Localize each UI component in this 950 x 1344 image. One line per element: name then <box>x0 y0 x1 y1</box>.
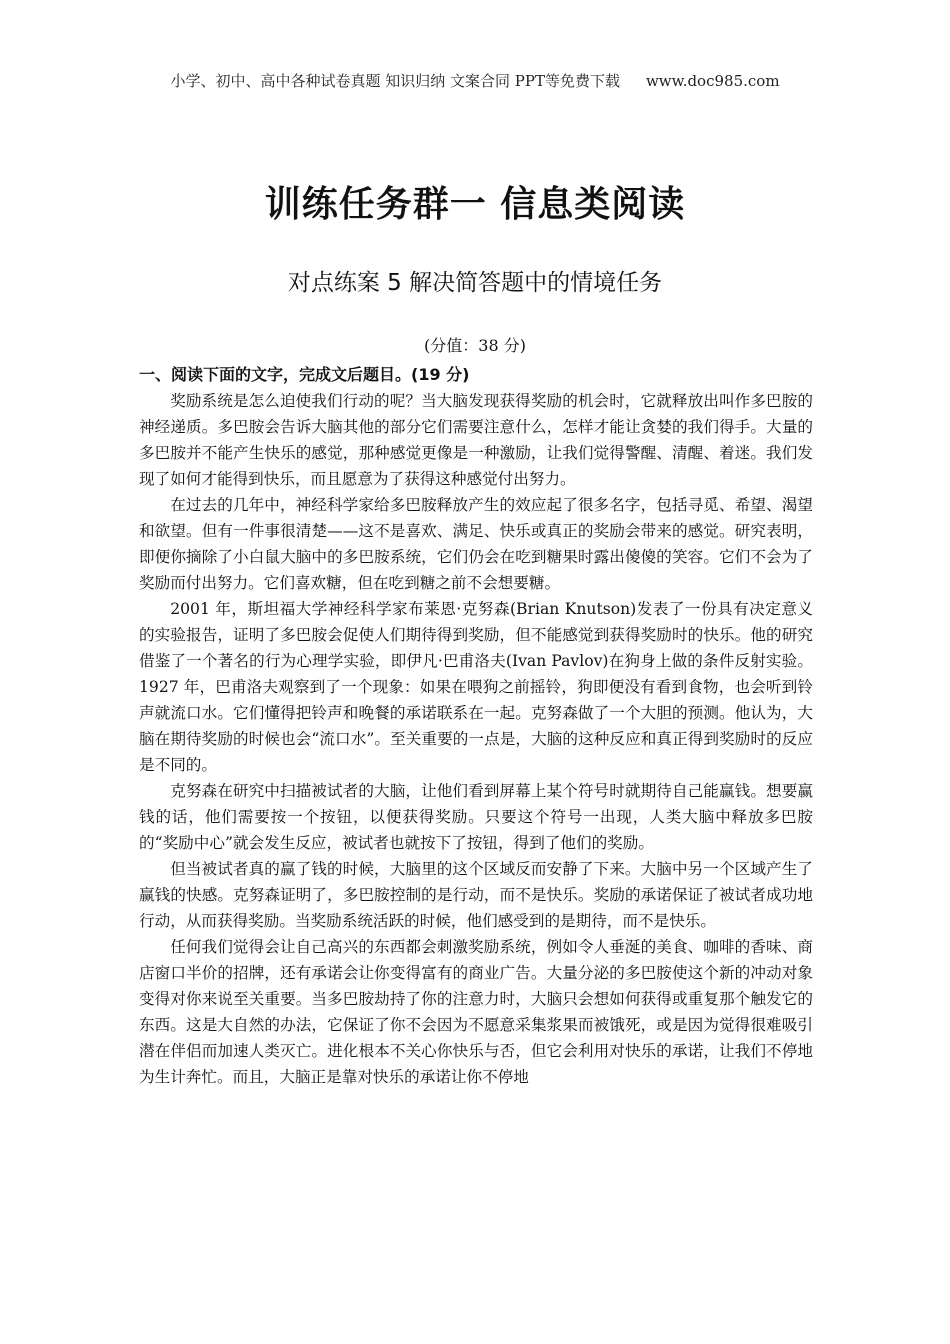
paragraph-1: 奖励系统是怎么迫使我们行动的呢？当大脑发现获得奖励的机会时，它就释放出叫作多巴胺的神经递质。多巴胺会告诉大脑其他的部分它们需要注意什么，怎样才能让贪婪的我们得手。大量的多巴胺并不能产生快乐的感觉，那种感觉更像是一种激励，让我们觉得警醒、清醒、着迷。我们发现了如何才能得到快乐，而且愿意为了获得这种感觉付出努力。 <box>139 392 813 488</box>
paragraph-5: 但当被试者真的赢了钱的时候，大脑里的这个区域反而安静了下来。大脑中另一个区域产生了赢钱的快感。克努森证明了，多巴胺控制的是行动，而不是快乐。奖励的承诺保证了被试者成功地行动，从而获得奖励。当奖励系统活跃的时候，他们感受到的是期待，而不是快乐。 <box>139 860 813 930</box>
page-title: 训练任务群一 信息类阅读 <box>264 184 686 225</box>
paragraph-3: 2001 年，斯坦福大学神经科学家布莱恩·克努森(Brian Knutson)发表了一份具有决定意义的实验报告，证明了多巴胺会促使人们期待得到奖励，但不能感觉到获得奖励时的快乐。他的研究借鉴了一个著名的行为心理学实验，即伊凡·巴甫洛夫(Ivan Pavlov)在狗身上做的条件反射实验。1927 年，巴甫洛夫观察到了一个现象：如果在喂狗之前摇铃，狗即便没有看到食物，也会听到铃声就流口水。它们懂得把铃声和晚餐的承诺联系在一起。克努森做了一个大胆的预测。他认为，大脑在期待奖励的时候也会“流口水”。至关重要的一点是，大脑的这种反应和真正得到奖励时的反应是不同的。 <box>139 600 813 774</box>
paragraph-6: 任何我们觉得会让自己高兴的东西都会刺激奖励系统，例如令人垂涎的美食、咖啡的香味、商店窗口半价的招牌，还有承诺会让你变得富有的商业广告。大量分泌的多巴胺使这个新的冲动对象变得对你来说至关重要。当多巴胺劫持了你的注意力时，大脑只会想如何获得或重复那个触发它的东西。这是大自然的办法，它保证了你不会因为不愿意采集浆果而被饿死，或是因为觉得很难吸引潜在伴侣而加速人类灭亡。进化根本不关心你快乐与否，但它会利用对快乐的承诺，让我们不停地为生计奔忙。而且，大脑正是靠对快乐的承诺让你不停地 <box>139 938 813 1086</box>
score-note: (分值：38 分) <box>424 336 526 355</box>
page-header <box>0 70 950 91</box>
reading-passage <box>139 388 813 1090</box>
page-subtitle: 对点练案 5 解决简答题中的情境任务 <box>287 270 663 296</box>
header-text: 小学、初中、高中各种试卷真题 知识归纳 文案合同 PPT等免费下载 <box>170 72 620 90</box>
header-url[interactable]: www.doc985.com <box>645 72 780 90</box>
paragraph-4: 克努森在研究中扫描被试者的大脑，让他们看到屏幕上某个符号时就期待自己能赢钱。想要赢钱的话，他们需要按一个按钮，以便获得奖励。只要这个符号一出现，人类大脑中释放多巴胺的“奖励中心”就会发生反应，被试者也就按下了按钮，得到了他们的奖励。 <box>139 782 813 852</box>
section-heading: 一、阅读下面的文字，完成文后题目。(19 分) <box>139 365 470 384</box>
paragraph-2: 在过去的几年中，神经科学家给多巴胺释放产生的效应起了很多名字，包括寻觅、希望、渴望和欲望。但有一件事很清楚——这不是喜欢、满足、快乐或真正的奖励会带来的感觉。研究表明，即便你摘除了小白鼠大脑中的多巴胺系统，它们仍会在吃到糖果时露出傻傻的笑容。它们不会为了奖励而付出努力。它们喜欢糖，但在吃到糖之前不会想要糖。 <box>139 496 813 592</box>
